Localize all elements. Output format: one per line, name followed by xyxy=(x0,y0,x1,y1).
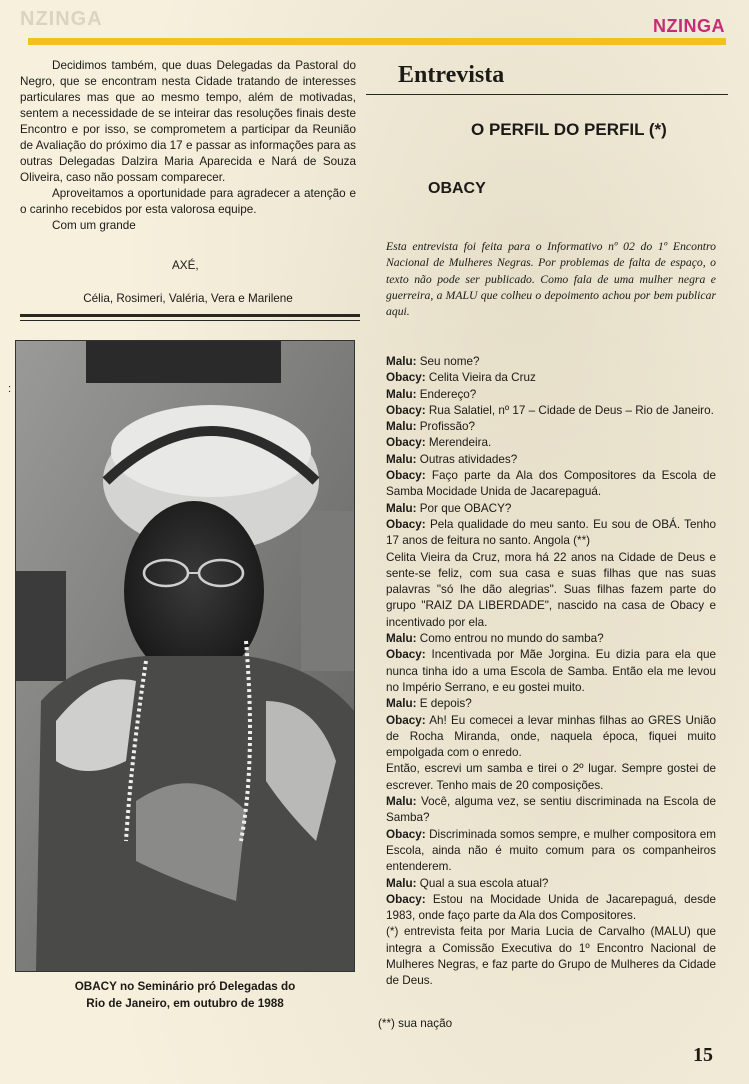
interview-text-span: Seu nome? xyxy=(419,355,480,368)
interview-text-span: Profissão? xyxy=(419,420,475,434)
article-intro: Esta entrevista foi feita para o Informativo nº 02 do 1º Encontro Nacional de Mulheres Negras. Por problemas de falta de espaço, o texto não pode ser publicado. Como fala de uma mulher negra e guerreira, a MALU que colheu o depoimento achou por bem publicar aqui. xyxy=(386,240,716,319)
portrait-photo xyxy=(15,340,355,972)
speaker-label: Malu: xyxy=(386,795,417,809)
interview-line xyxy=(386,876,716,892)
interview-text-span: Endereço? xyxy=(419,387,477,401)
interview-text-span: Estou na Mocidade Unida de Jacarepaguá, desde 1983, onde faço parte da Ala dos Compositores. xyxy=(386,892,716,923)
interview-text-span: Faço parte da Ala dos Compositores da Escola de Samba Mocidade Unida de Jacarepaguá. xyxy=(386,469,716,499)
interview-line xyxy=(386,696,716,712)
interview-text-span: Então, escrevi um samba e tirei o 2º lugar. Sempre gostei de escrever. Tenho mais de 20 composições. xyxy=(386,762,716,792)
margin-mark: : xyxy=(8,383,12,395)
interview-line xyxy=(386,370,716,386)
speaker-label: Malu: xyxy=(386,452,417,466)
speaker-label: Obacy: xyxy=(386,648,426,662)
photo-caption xyxy=(20,978,350,1012)
interview-text-span: Celita Vieira da Cruz, mora há 22 anos na Cidade de Deus e sente-se feliz, com sua casa e suas filhas que nas suas palavras "só lhe dão alegrias". Suas filhas fazem parte do grupo "RAIZ DA LIBERDADE", nascido na casa de Obacy e incentivado por ela. xyxy=(386,550,716,629)
interview-text-span: Ah! Eu comecei a levar minhas filhas ao GRES União de Rocha Miranda, onde, naquela época, fiquei muito empolgada com o enredo. xyxy=(386,713,716,760)
interview-line xyxy=(386,647,716,696)
speaker-label: Malu: xyxy=(386,697,417,711)
interview-line xyxy=(386,501,716,517)
signers: Célia, Rosimeri, Valéria, Vera e Marilene xyxy=(83,292,293,305)
footnote-nation: (**) sua nação xyxy=(378,1017,453,1030)
interview-text-span: Você, alguma vez, se sentiu discriminada na Escola de Samba? xyxy=(386,795,717,825)
left-paragraph-2: Aproveitamos a oportunidade para agradecer a atenção e o carinho recebidos por esta valorosa equipe. xyxy=(20,187,356,216)
speaker-label: Obacy: xyxy=(386,892,426,906)
photo-caption-line-2: Rio de Janeiro, em outubro de 1988 xyxy=(86,997,284,1010)
speaker-label: Malu: xyxy=(386,876,417,890)
interview-text-span: Merendeira. xyxy=(428,436,492,450)
interview-line xyxy=(386,517,716,550)
interview-text-span: Rua Salatiel, nº 17 – Cidade de Deus – Rio de Janeiro. xyxy=(428,403,714,417)
interview-line xyxy=(386,924,716,989)
speaker-label: Obacy: xyxy=(386,371,426,385)
interview-line xyxy=(386,468,716,501)
interview-line xyxy=(386,550,716,631)
brand-title: NZINGA xyxy=(653,16,725,36)
divider-thin xyxy=(20,320,360,321)
interview-line xyxy=(386,631,716,647)
interview-line xyxy=(386,452,716,468)
closing-axe: AXÉ, xyxy=(172,259,199,272)
divider-thick xyxy=(20,314,360,317)
interview-line xyxy=(386,827,716,876)
speaker-label: Obacy: xyxy=(386,469,426,483)
interview-text-span: (*) entrevista feita por Maria Lucia de Carvalho (MALU) que integra a Comissão Executiva do 1º Encontro Nacional de Mulheres Negras, e faz parte do Grupo de Mulheres da Cidade de Deus. xyxy=(386,925,716,988)
interview-line xyxy=(386,403,716,419)
interview-line xyxy=(386,387,716,403)
speaker-label: Obacy: xyxy=(386,436,426,450)
interview-line xyxy=(386,354,716,370)
header-bar xyxy=(28,38,726,45)
interview-line xyxy=(386,419,716,435)
interviewee-name: OBACY xyxy=(428,180,486,197)
interview-line xyxy=(386,892,716,925)
interview-text-span: Celita Vieira da Cruz xyxy=(428,371,536,385)
left-paragraph-3: Com um grande xyxy=(52,219,136,232)
interview-text-span: E depois? xyxy=(419,697,472,711)
interview-text-span: Discriminada somos sempre, e mulher compositora em Escola, ainda não é muito comum para os companheiros entenderem. xyxy=(386,827,716,874)
interview-text-span: Por que OBACY? xyxy=(419,501,512,515)
speaker-label: Malu: xyxy=(386,632,417,646)
interview-line xyxy=(386,761,716,794)
interview-line xyxy=(386,435,716,451)
page-number: 15 xyxy=(693,1044,713,1066)
interview-text-span: Pela qualidade do meu santo. Eu sou de OBÁ. Tenho 17 anos de feitura no santo. Angola (**) xyxy=(386,517,716,548)
speaker-label: Obacy: xyxy=(386,403,426,417)
left-column-text xyxy=(20,58,356,234)
speaker-label: Obacy: xyxy=(386,713,426,727)
interview-line xyxy=(386,713,716,762)
heading-rule xyxy=(366,94,728,95)
section-heading: Entrevista xyxy=(398,62,505,88)
running-header-left: NZINGA xyxy=(20,8,103,30)
interview-text-span: Como entrou no mundo do samba? xyxy=(419,632,604,646)
speaker-label: Malu: xyxy=(386,420,417,434)
speaker-label: Obacy: xyxy=(386,517,426,531)
speaker-label: Malu: xyxy=(386,355,417,368)
photo-caption-line-1: OBACY no Seminário pró Delegadas do xyxy=(74,980,296,993)
speaker-label: Malu: xyxy=(386,501,417,515)
interview-text xyxy=(386,354,716,990)
interview-text-span: Incentivada por Mãe Jorgina. Eu dizia para ela que nunca tinha ido a uma Escola de Samba. Então ela me levou no Império Serrano, e eu gostei muito. xyxy=(386,648,716,694)
speaker-label: Obacy: xyxy=(386,827,426,841)
interview-text-span: Outras atividades? xyxy=(419,452,518,466)
left-paragraph-1: Decidimos também, que duas Delegadas da Pastoral do Negro, que se encontram nesta Cidade tratando de interesses particulares mas que ao mesmo tempo, além de motivadas, sentem a necessidade de se inteirar das resoluções finais deste Encontro e por isso, se comprometem a participar da Reunião de Avaliação do próximo dia 17 e passar as informações para as outras Delegadas Dalzira Maria Aparecida e Nará de Souza Oliveira, caso não possam comparecer. xyxy=(20,59,356,184)
interview-text-span: Qual a sua escola atual? xyxy=(419,876,549,890)
article-title: O PERFIL DO PERFIL (*) xyxy=(471,120,667,139)
speaker-label: Malu: xyxy=(386,387,417,401)
interview-line xyxy=(386,794,716,827)
